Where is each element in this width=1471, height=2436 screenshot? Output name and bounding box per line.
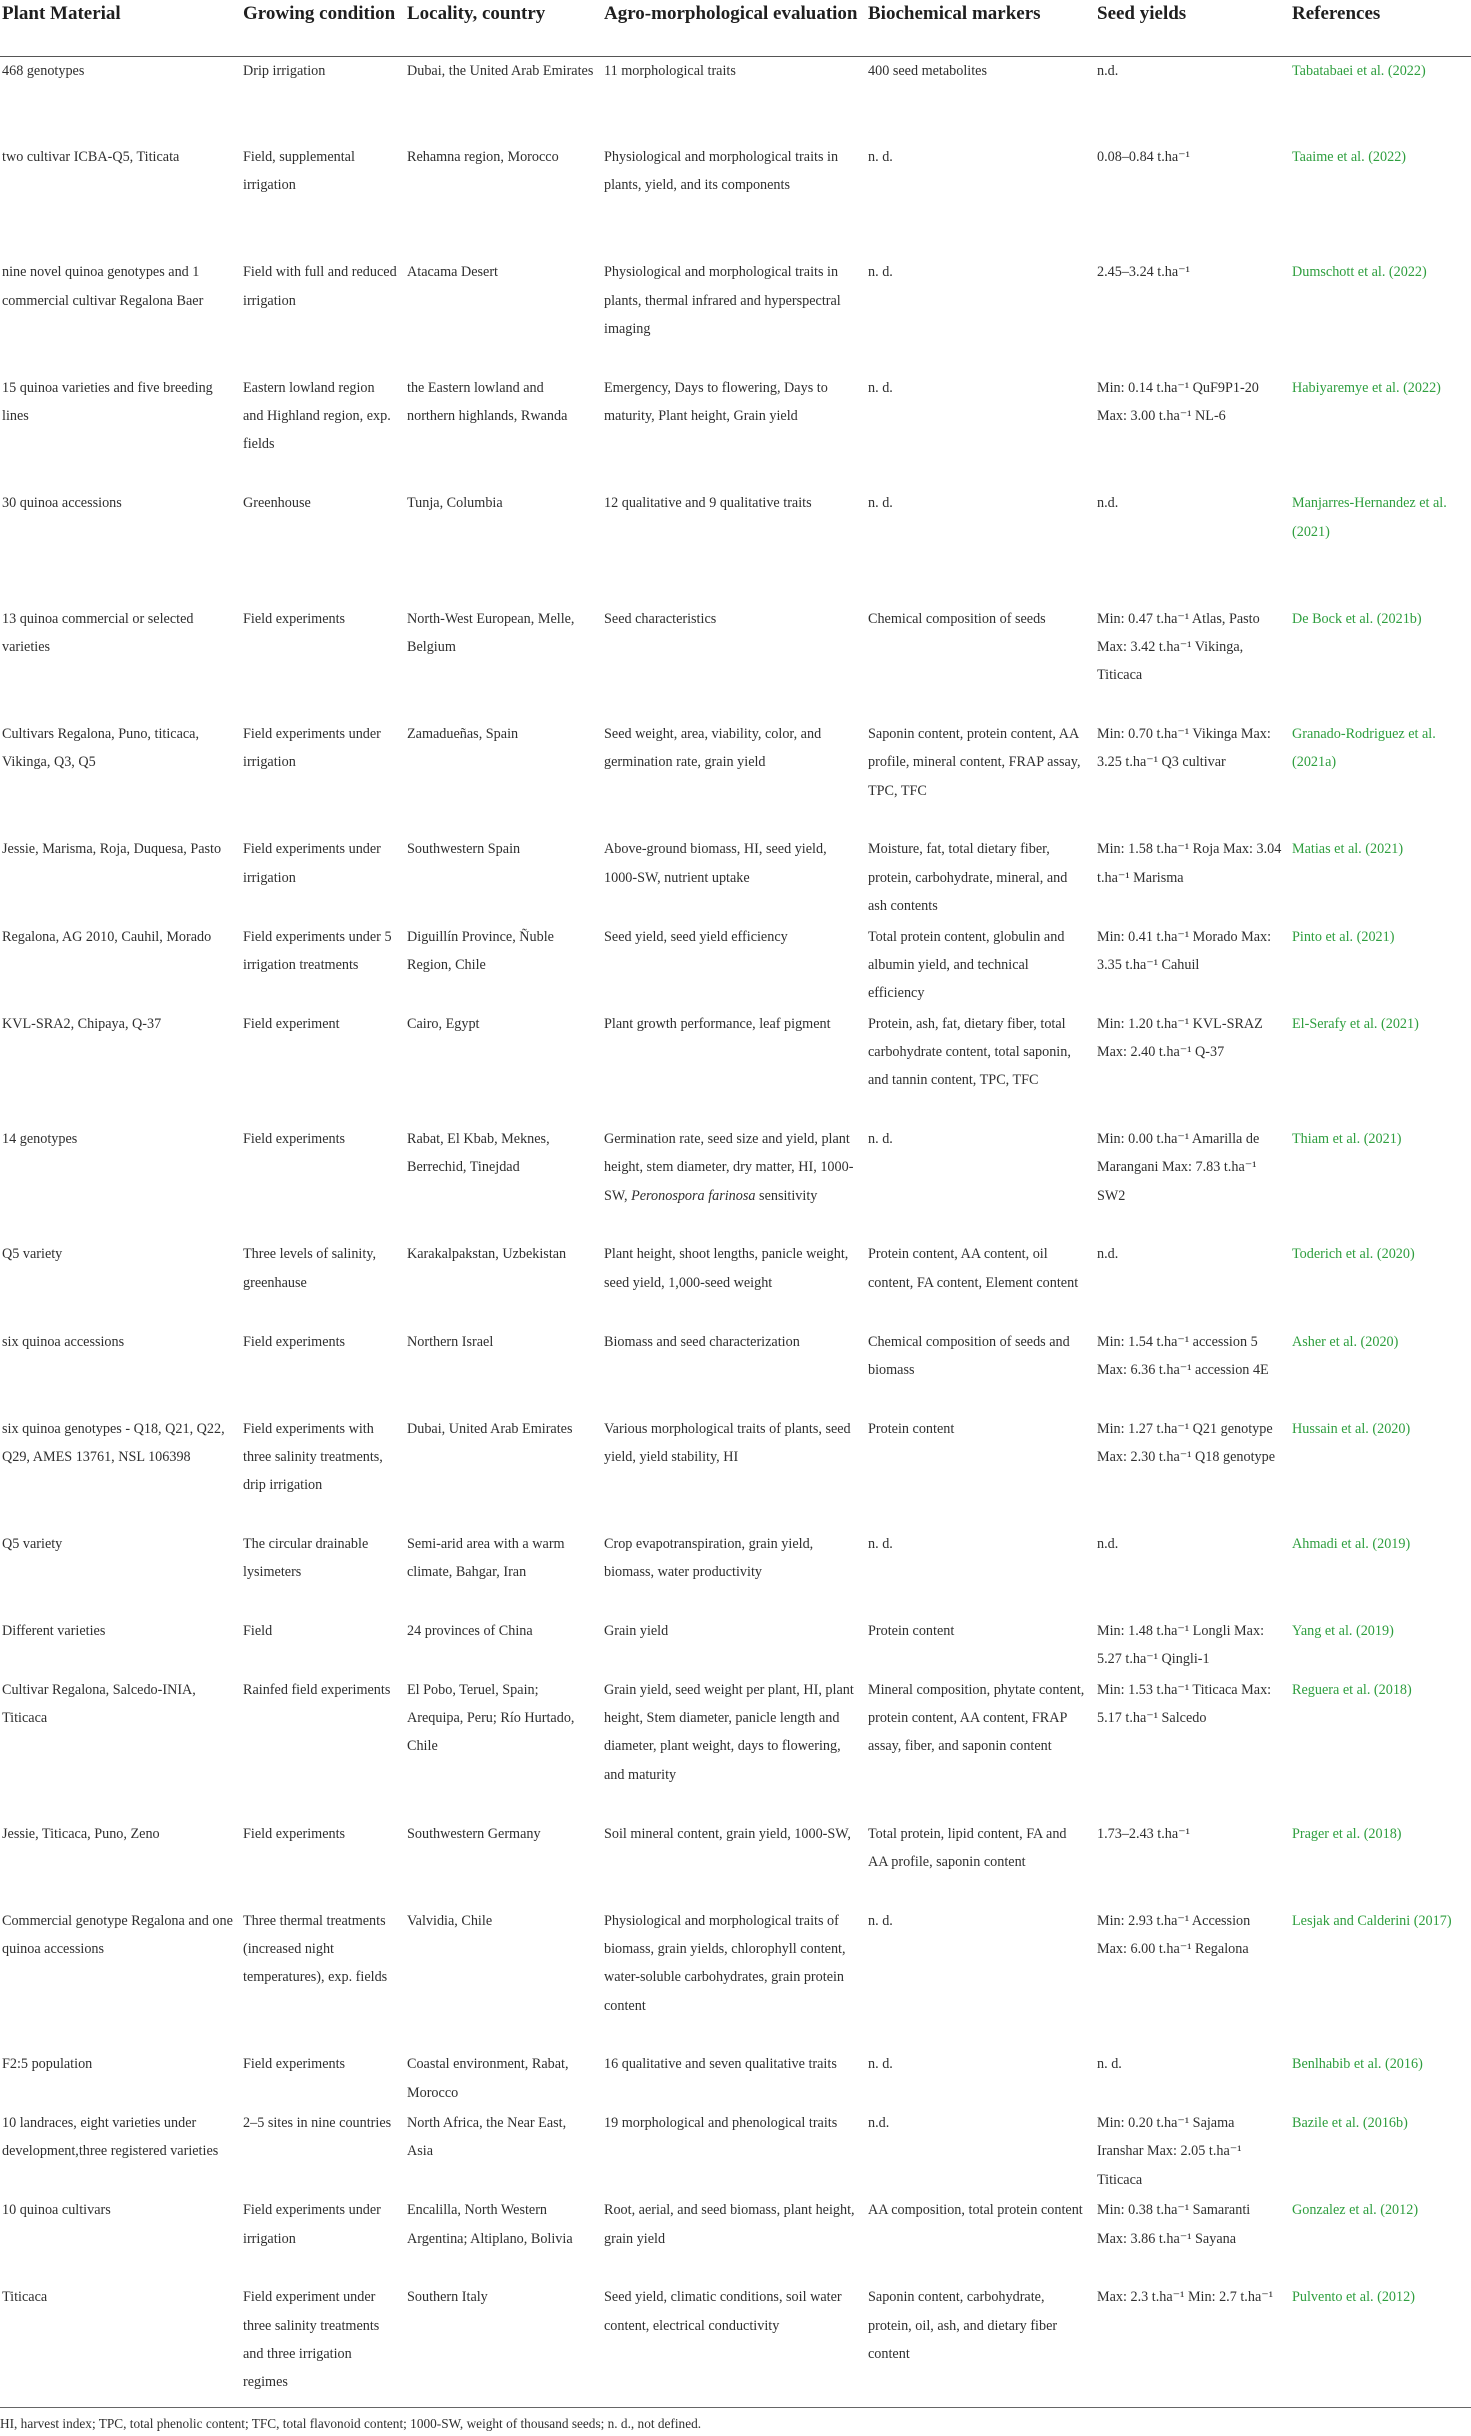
cell-plant-material: Q5 variety — [2, 1535, 63, 1552]
cell-biochemical-markers: n. d. — [868, 149, 893, 166]
header-seed-yields: Seed yields — [1097, 3, 1187, 24]
cell-seed-yield: Min: 1.27 t.ha⁻¹ Q21 genotype Max: 2.30 t.ha⁻¹ Q18 genotype — [1097, 1420, 1276, 1465]
cell-evaluation: 19 morphological and phenological traits — [604, 2115, 838, 2132]
cell-biochemical-markers: Saponin content, protein content, AA profile, mineral content, FRAP assay, TPC, TFC — [868, 726, 1081, 799]
cell-growing-condition: The circular drainable lysimeters — [243, 1535, 369, 1581]
cell-seed-yield: Min: 0.47 t.ha⁻¹ Atlas, Pasto Max: 3.42 t.ha⁻¹ Vikinga, Titicaca — [1097, 610, 1260, 684]
table-row — [0, 2109, 1471, 2196]
table-row — [0, 258, 1471, 373]
cell-reference[interactable]: Prager et al. (2018) — [1292, 1825, 1402, 1842]
cell-growing-condition: Field experiments under 5 irrigation treatments — [243, 928, 392, 973]
cell-biochemical-markers: n. d. — [868, 264, 893, 281]
cell-seed-yield: n.d. — [1097, 1535, 1119, 1552]
cell-growing-condition: Field with full and reduced irrigation — [243, 264, 397, 309]
cell-biochemical-markers: n. d. — [868, 495, 893, 512]
cell-growing-condition: Field experiments — [243, 1333, 346, 1350]
cell-reference[interactable]: Matias et al. (2021) — [1292, 841, 1404, 858]
cell-growing-condition: Eastern lowland region and Highland region, exp. fields — [243, 379, 391, 453]
header-agro-morphological: Agro-morphological evaluation — [604, 3, 858, 24]
cell-evaluation: Germination rate, seed size and yield, plant height, stem diameter, dry matter, HI, 1000-SW, Peronospora farinosa sensitivity — [604, 1131, 854, 1204]
cell-biochemical-markers: n. d. — [868, 379, 893, 396]
cell-evaluation: Seed characteristics — [604, 610, 717, 627]
cell-locality: Valvidia, Chile — [407, 1912, 493, 1929]
cell-reference[interactable]: Asher et al. (2020) — [1292, 1333, 1399, 1350]
cell-seed-yield: Min: 1.53 t.ha⁻¹ Titicaca Max: 5.17 t.ha⁻¹ Salcedo — [1097, 1681, 1272, 1727]
cell-evaluation: Plant growth performance, leaf pigment — [604, 1015, 831, 1032]
table-row — [0, 1125, 1471, 1240]
header-growing-condition: Growing condition — [243, 3, 396, 24]
cell-seed-yield: 2.45–3.24 t.ha⁻¹ — [1097, 264, 1190, 281]
cell-biochemical-markers: Chemical composition of seeds — [868, 610, 1046, 627]
table-row — [0, 1328, 1471, 1415]
cell-growing-condition: Field experiments with three salinity treatments, drip irrigation — [243, 1420, 383, 1494]
cell-plant-material: Titicaca — [2, 2289, 48, 2306]
cell-seed-yield: Min: 1.54 t.ha⁻¹ accession 5 Max: 6.36 t.ha⁻¹ accession 4E — [1097, 1333, 1269, 1378]
cell-plant-material: Cultivars Regalona, Puno, titicaca, Vikinga, Q3, Q5 — [2, 726, 200, 771]
cell-plant-material: 13 quinoa commercial or selected varieties — [2, 610, 194, 655]
cell-seed-yield: Min: 0.38 t.ha⁻¹ Samaranti Max: 3.86 t.ha⁻¹ Sayana — [1097, 2202, 1251, 2247]
table-row — [0, 143, 1471, 258]
cell-locality: Tunja, Columbia — [407, 495, 503, 512]
cell-plant-material: 15 quinoa varieties and five breeding lines — [2, 379, 213, 425]
cell-reference[interactable]: Taaime et al. (2022) — [1292, 149, 1407, 166]
cell-evaluation: Seed yield, climatic conditions, soil water content, electrical conductivity — [604, 2289, 842, 2334]
cell-locality: Atacama Desert — [407, 264, 498, 281]
cell-plant-material: Different varieties — [2, 1623, 106, 1640]
cell-locality: Zamadueñas, Spain — [407, 726, 519, 743]
cell-seed-yield: n.d. — [1097, 62, 1119, 79]
cell-evaluation: Grain yield, seed weight per plant, HI, plant height, Stem diameter, panicle length and diameter, plant weight, days to flowering, and maturity — [604, 1681, 854, 1783]
cell-reference[interactable]: Hussain et al. (2020) — [1292, 1420, 1411, 1437]
cell-growing-condition: Greenhouse — [243, 495, 311, 512]
cell-reference[interactable]: Toderich et al. (2020) — [1292, 1246, 1415, 1263]
cell-locality: Dubai, United Arab Emirates — [407, 1420, 573, 1437]
cell-seed-yield: 0.08–0.84 t.ha⁻¹ — [1097, 149, 1190, 166]
cell-evaluation: Biomass and seed characterization — [604, 1333, 800, 1350]
cell-plant-material: two cultivar ICBA-Q5, Titicata — [2, 149, 180, 166]
cell-locality: Southwestern Germany — [407, 1825, 541, 1842]
cell-locality: Semi-arid area with a warm climate, Bahgar, Iran — [407, 1535, 565, 1581]
cell-plant-material: 14 genotypes — [2, 1131, 78, 1148]
cell-locality: Dubai, the United Arab Emirates — [407, 62, 594, 79]
table-row — [0, 2196, 1471, 2283]
cell-seed-yield: Min: 1.48 t.ha⁻¹ Longli Max: 5.27 t.ha⁻¹ Qingli-1 — [1097, 1623, 1265, 1668]
cell-locality: the Eastern lowland and northern highlands, Rwanda — [407, 379, 568, 425]
cell-locality: El Pobo, Teruel, Spain; Arequipa, Peru; Río Hurtado, Chile — [407, 1681, 575, 1755]
cell-seed-yield: 1.73–2.43 t.ha⁻¹ — [1097, 1825, 1190, 1842]
cell-biochemical-markers: 400 seed metabolites — [868, 62, 987, 79]
cell-evaluation: Physiological and morphological traits of biomass, grain yields, chlorophyll content, water-soluble carbohydrates, grain protein content — [604, 1912, 846, 2014]
cell-biochemical-markers: Moisture, fat, total dietary fiber, protein, carbohydrate, mineral, and ash contents — [868, 841, 1068, 915]
cell-reference[interactable]: El-Serafy et al. (2021) — [1292, 1015, 1419, 1032]
cell-biochemical-markers: Protein, ash, fat, dietary fiber, total carbohydrate content, total saponin, and tannin content, TPC, TFC — [868, 1015, 1071, 1089]
cell-plant-material: Regalona, AG 2010, Cauhil, Morado — [2, 928, 212, 945]
cell-seed-yield: Min: 0.00 t.ha⁻¹ Amarilla de Marangani Max: 7.83 t.ha⁻¹ SW2 — [1097, 1131, 1260, 1204]
cell-seed-yield: Min: 1.58 t.ha⁻¹ Roja Max: 3.04 t.ha⁻¹ Marisma — [1097, 841, 1282, 886]
cell-biochemical-markers: n. d. — [868, 2056, 893, 2073]
table-row — [0, 1907, 1471, 2051]
cell-growing-condition: Drip irrigation — [243, 62, 326, 79]
table-row — [0, 56, 1471, 143]
cell-growing-condition: Field experiments under irrigation — [243, 2202, 381, 2247]
cell-growing-condition: Three levels of salinity, greenhause — [243, 1246, 377, 1291]
table-row — [0, 923, 1471, 1010]
table-body — [0, 56, 1471, 2399]
cell-reference[interactable]: Bazile et al. (2016b) — [1292, 2115, 1408, 2132]
cell-locality: Rehamna region, Morocco — [407, 149, 559, 166]
cell-evaluation: Crop evapotranspiration, grain yield, biomass, water productivity — [604, 1535, 814, 1581]
cell-reference[interactable]: De Bock et al. (2021b) — [1292, 610, 1422, 627]
cell-plant-material: six quinoa genotypes - Q18, Q21, Q22, Q29, AMES 13761, NSL 106398 — [2, 1420, 225, 1465]
cell-evaluation: 16 qualitative and seven qualitative traits — [604, 2056, 837, 2073]
cell-reference[interactable]: Manjarres-Hernandez et al. (2021) — [1292, 495, 1447, 540]
pathogen-name: Peronospora farinosa — [631, 1187, 756, 1204]
cell-growing-condition: Field experiments under irrigation — [243, 841, 381, 886]
cell-plant-material: 468 genotypes — [2, 62, 85, 79]
cell-growing-condition: Field experiment — [243, 1015, 340, 1032]
cell-evaluation: Plant height, shoot lengths, panicle weight, seed yield, 1,000-seed weight — [604, 1246, 849, 1291]
table-row — [0, 1617, 1471, 1676]
cell-plant-material: 10 landraces, eight varieties under development,three registered varieties — [2, 2115, 219, 2160]
cell-reference[interactable]: Gonzalez et al. (2012) — [1292, 2202, 1419, 2219]
cell-growing-condition: Field — [243, 1623, 273, 1640]
cell-evaluation: Soil mineral content, grain yield, 1000-SW, — [604, 1825, 851, 1842]
cell-locality: North-West European, Melle, Belgium — [407, 610, 575, 655]
cell-evaluation: 11 morphological traits — [604, 62, 736, 79]
cell-growing-condition: Rainfed field experiments — [243, 1681, 391, 1698]
cell-growing-condition: Field experiments — [243, 1131, 346, 1148]
table-row — [0, 374, 1471, 489]
cell-reference[interactable]: Lesjak and Calderini (2017) — [1292, 1912, 1452, 1929]
cell-evaluation: Seed weight, area, viability, color, and germination rate, grain yield — [604, 726, 822, 771]
cell-plant-material: Jessie, Titicaca, Puno, Zeno — [2, 1825, 160, 1842]
header-locality: Locality, country — [407, 3, 546, 24]
cell-locality: 24 provinces of China — [407, 1623, 533, 1640]
cell-evaluation: Various morphological traits of plants, seed yield, yield stability, HI — [604, 1420, 851, 1465]
table-row — [0, 720, 1471, 835]
table-row — [0, 1820, 1471, 1907]
cell-evaluation: Emergency, Days to flowering, Days to maturity, Plant height, Grain yield — [604, 379, 828, 425]
cell-plant-material: KVL-SRA2, Chipaya, Q-37 — [2, 1015, 162, 1032]
cell-reference[interactable]: Granado-Rodriguez et al. (2021a) — [1292, 726, 1436, 771]
table-row — [0, 489, 1471, 604]
cell-plant-material: nine novel quinoa genotypes and 1 commercial cultivar Regalona Baer — [2, 264, 204, 309]
cell-evaluation: Physiological and morphological traits in plants, thermal infrared and hyperspectral imaging — [604, 264, 841, 338]
cell-seed-yield: Min: 2.93 t.ha⁻¹ Accession Max: 6.00 t.ha⁻¹ Regalona — [1097, 1912, 1251, 1957]
cell-locality: Karakalpakstan, Uzbekistan — [407, 1246, 567, 1263]
cell-locality: Northern Israel — [407, 1333, 494, 1350]
cell-reference[interactable]: Dumschott et al. (2022) — [1292, 264, 1427, 281]
cell-evaluation: Grain yield — [604, 1623, 669, 1640]
table-row — [0, 835, 1471, 922]
cell-locality: North Africa, the Near East, Asia — [407, 2115, 567, 2160]
header-plant-material: Plant Material — [2, 3, 121, 24]
cell-seed-yield: Min: 0.14 t.ha⁻¹ QuF9P1-20 Max: 3.00 t.ha⁻¹ NL-6 — [1097, 379, 1259, 425]
cell-seed-yield: Min: 0.20 t.ha⁻¹ Sajama Iranshar Max: 2.05 t.ha⁻¹ Titicaca — [1097, 2115, 1242, 2188]
cell-biochemical-markers: Total protein content, globulin and albumin yield, and technical efficiency — [868, 928, 1065, 1002]
cell-biochemical-markers: n. d. — [868, 1535, 893, 1552]
cell-growing-condition: Field experiments — [243, 2056, 346, 2073]
cell-plant-material: 30 quinoa accessions — [2, 495, 122, 512]
cell-reference[interactable]: Habiyaremye et al. (2022) — [1292, 379, 1441, 396]
cell-growing-condition: 2–5 sites in nine countries — [243, 2115, 392, 2132]
cell-locality: Cairo, Egypt — [407, 1015, 480, 1032]
table-row — [0, 1415, 1471, 1530]
cell-biochemical-markers: Total protein, lipid content, FA and AA profile, saponin content — [868, 1825, 1067, 1870]
table-row — [0, 1676, 1471, 1820]
header-references: References — [1292, 3, 1381, 24]
table-header — [0, 0, 1471, 56]
cell-reference[interactable]: Pulvento et al. (2012) — [1292, 2289, 1415, 2306]
cell-plant-material: 10 quinoa cultivars — [2, 2202, 111, 2219]
table-row — [0, 2283, 1471, 2398]
cell-biochemical-markers: Mineral composition, phytate content, protein content, AA content, FRAP assay, fiber, and saponin content — [868, 1681, 1085, 1755]
cell-biochemical-markers: Saponin content, carbohydrate, protein, oil, ash, and dietary fiber content — [868, 2289, 1058, 2362]
cell-growing-condition: Three thermal treatments (increased night temperatures), exp. fields — [243, 1912, 388, 1986]
cell-growing-condition: Field, supplemental irrigation — [243, 149, 355, 194]
cell-reference[interactable]: Ahmadi et al. (2019) — [1292, 1535, 1411, 1552]
cell-seed-yield: Min: 0.41 t.ha⁻¹ Morado Max: 3.35 t.ha⁻¹ Cahuil — [1097, 928, 1272, 973]
cell-evaluation: Root, aerial, and seed biomass, plant height, grain yield — [604, 2202, 855, 2247]
cell-biochemical-markers: Protein content, AA content, oil content, FA content, Element content — [868, 1246, 1079, 1291]
cell-locality: Coastal environment, Rabat, Morocco — [407, 2056, 569, 2101]
table-row — [0, 2050, 1471, 2109]
cell-biochemical-markers: n. d. — [868, 1131, 893, 1148]
cell-evaluation: Physiological and morphological traits in plants, yield, and its components — [604, 149, 839, 194]
cell-seed-yield: Min: 0.70 t.ha⁻¹ Vikinga Max: 3.25 t.ha⁻¹ Q3 cultivar — [1097, 726, 1271, 771]
header-biochemical-markers: Biochemical markers — [868, 3, 1041, 24]
cell-seed-yield: n.d. — [1097, 495, 1119, 512]
cell-biochemical-markers: Protein content — [868, 1420, 955, 1437]
cell-biochemical-markers: n. d. — [868, 1912, 893, 1929]
table-footnote: HI, harvest index; TPC, total phenolic content; TFC, total flavonoid content; 1000-SW, weight of thousand seeds; n. d., not defined. — [0, 2407, 1471, 2436]
cell-biochemical-markers: AA composition, total protein content — [868, 2202, 1083, 2219]
cell-biochemical-markers: n.d. — [868, 2115, 890, 2132]
cell-locality: Rabat, El Kbab, Meknes, Berrechid, Tinejdad — [407, 1131, 550, 1176]
cell-seed-yield: n.d. — [1097, 1246, 1119, 1263]
cell-reference[interactable]: Thiam et al. (2021) — [1292, 1131, 1402, 1148]
table-row — [0, 605, 1471, 720]
cell-locality: Encalilla, North Western Argentina; Altiplano, Bolivia — [407, 2202, 573, 2247]
cell-reference[interactable]: Yang et al. (2019) — [1292, 1623, 1394, 1640]
cell-reference[interactable]: Benlhabib et al. (2016) — [1292, 2056, 1423, 2073]
cell-locality: Southwestern Spain — [407, 841, 521, 858]
table-row — [0, 1530, 1471, 1617]
cell-plant-material: Commercial genotype Regalona and one quinoa accessions — [2, 1912, 233, 1957]
cell-locality: Diguillín Province, Ñuble Region, Chile — [407, 928, 554, 973]
cell-growing-condition: Field experiments — [243, 1825, 346, 1842]
cell-evaluation: Above-ground biomass, HI, seed yield, 1000-SW, nutrient uptake — [604, 841, 827, 886]
cell-seed-yield: Max: 2.3 t.ha⁻¹ Min: 2.7 t.ha⁻¹ — [1097, 2289, 1273, 2306]
cell-plant-material: Jessie, Marisma, Roja, Duquesa, Pasto — [2, 841, 222, 858]
cell-growing-condition: Field experiments — [243, 610, 346, 627]
cell-reference[interactable]: Reguera et al. (2018) — [1292, 1681, 1412, 1698]
cell-reference[interactable]: Pinto et al. (2021) — [1292, 928, 1395, 945]
table-row — [0, 1240, 1471, 1327]
cell-biochemical-markers: Protein content — [868, 1623, 955, 1640]
cell-evaluation: Seed yield, seed yield efficiency — [604, 928, 788, 945]
table-row — [0, 1010, 1471, 1125]
cell-seed-yield: Min: 1.20 t.ha⁻¹ KVL-SRAZ Max: 2.40 t.ha⁻¹ Q-37 — [1097, 1015, 1263, 1060]
cell-seed-yield: n. d. — [1097, 2056, 1122, 2073]
cell-growing-condition: Field experiments under irrigation — [243, 726, 381, 771]
cell-reference[interactable]: Tabatabaei et al. (2022) — [1292, 62, 1426, 79]
cell-locality: Southern Italy — [407, 2289, 488, 2306]
cell-plant-material: six quinoa accessions — [2, 1333, 125, 1350]
cell-growing-condition: Field experiment under three salinity treatments and three irrigation regimes — [243, 2289, 380, 2391]
cell-plant-material: F2:5 population — [2, 2056, 93, 2073]
cell-biochemical-markers: Chemical composition of seeds and biomass — [868, 1333, 1070, 1378]
cell-evaluation: 12 qualitative and 9 qualitative traits — [604, 495, 812, 512]
cell-plant-material: Cultivar Regalona, Salcedo-INIA, Titicaca — [2, 1681, 196, 1727]
cell-plant-material: Q5 variety — [2, 1246, 63, 1263]
